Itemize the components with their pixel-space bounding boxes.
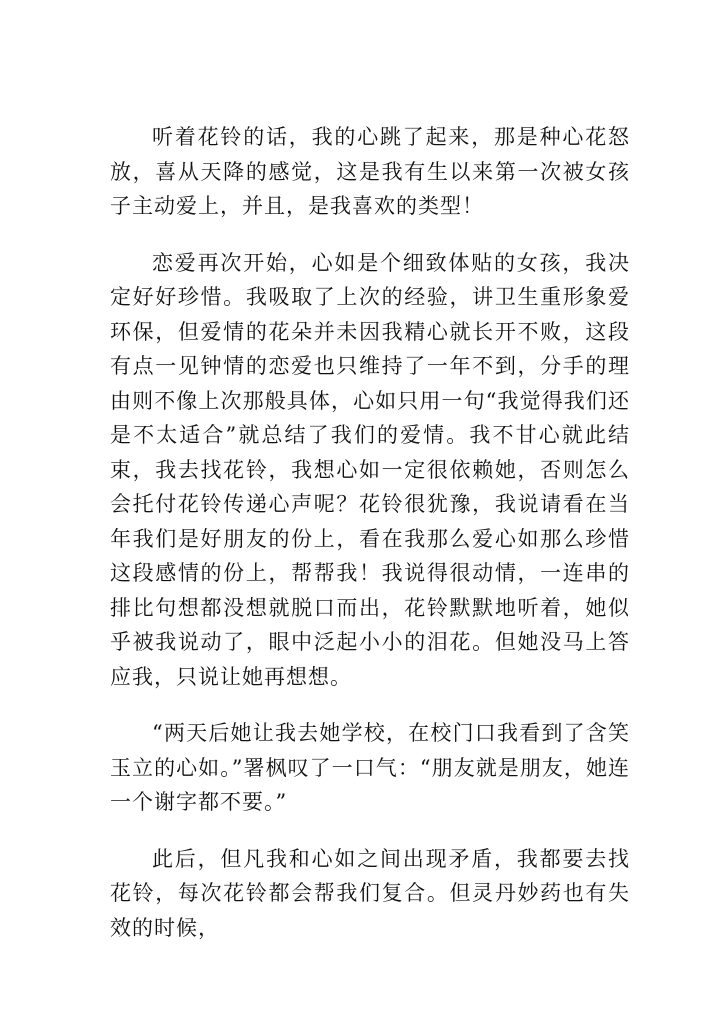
paragraph-4: 此后，但凡我和心如之间出现矛盾，我都要去找花铃，每次花铃都会帮我们复合。但灵丹妙药也有失效的时候， (110, 846, 630, 940)
document-body (110, 120, 630, 945)
paragraph-2: 恋爱再次开始，心如是个细致体贴的女孩，我决定好好珍惜。我吸取了上次的经验，讲卫生重形象爱环保，但爱情的花朵并未因我精心就长开不败，这段有点一见钟情的恋爱也只维持了一年不到，分手的理由则不像上次那般具体，心如只用一句“我觉得我们还是不太适合”就总结了我们的爱情。我不甘心就此结束，我去找花铃，我想心如一定很依赖她，否则怎么会托付花铃传递心声呢？花铃很犹豫，我说请看在当年我们是好朋友的份上，看在我那么爱心如那么珍惜这段感情的份上，帮帮我！我说得很动情，一连串的排比句想都没想就脱口而出，花铃默默地听着，她似乎被我说动了，眼中泛起小小的泪花。但她没马上答应我，只说让她再想想。 (110, 250, 630, 689)
paragraph-3: “两天后她让我去她学校，在校门口我看到了含笑玉立的心如。”署枫叹了一口气：“朋友就是朋友，她连一个谢字都不要。” (110, 721, 630, 814)
paragraph-1: 听着花铃的话，我的心跳了起来，那是种心花怒放，喜从天降的感觉，这是我有生以来第一次被女孩子主动爱上，并且，是我喜欢的类型！ (110, 125, 630, 218)
